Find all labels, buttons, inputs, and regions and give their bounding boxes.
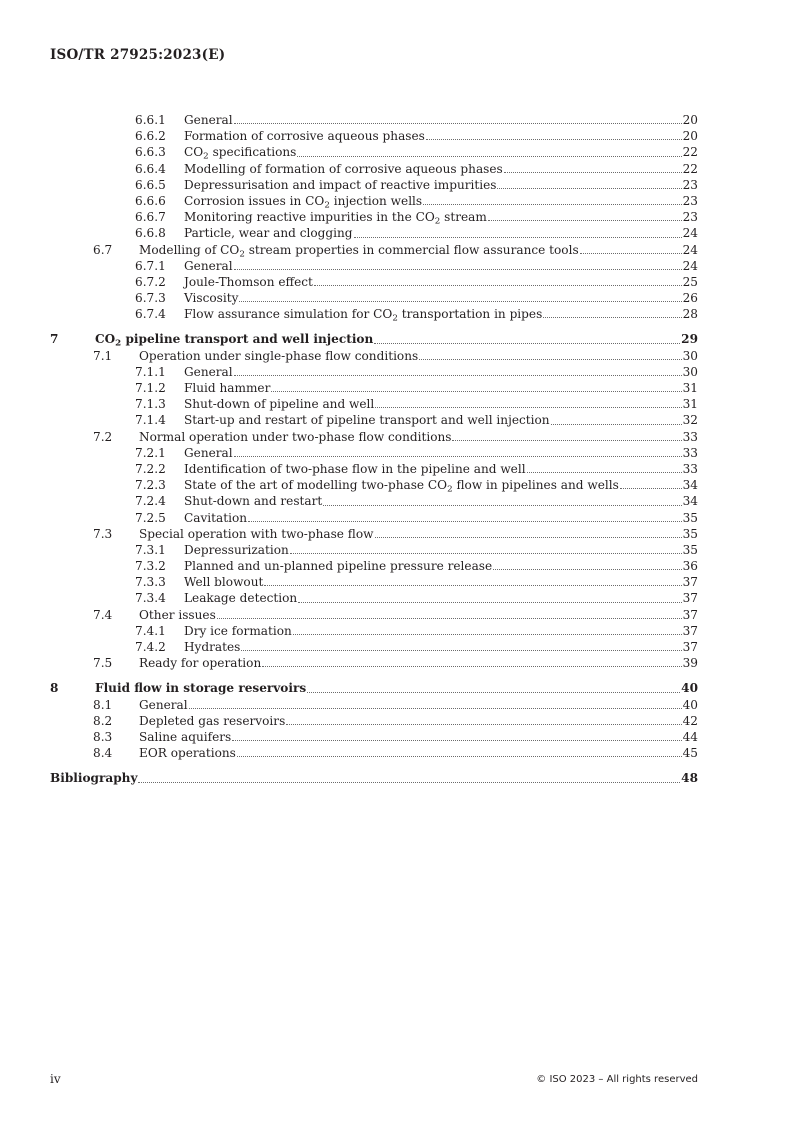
toc-entry-page: 25 <box>682 274 698 289</box>
toc-entry-page: 31 <box>682 381 698 395</box>
toc-entry-number: 8.3 <box>93 729 113 744</box>
toc-entry-page: 42 <box>682 713 698 728</box>
dot-leader <box>232 739 681 741</box>
toc-entry-title: Cavitation <box>184 510 248 525</box>
toc-entry-page: 45 <box>682 746 698 761</box>
toc-entry-title: Operation under single-phase flow conditions <box>139 348 419 363</box>
toc-entry[interactable] <box>50 290 698 306</box>
toc-entry[interactable] <box>50 558 698 574</box>
dot-leader <box>237 755 682 757</box>
toc-entry-title: Bibliography <box>50 771 138 786</box>
toc-entry-number: 8.4 <box>93 746 113 761</box>
toc-entry-number: 7.2.3 <box>135 478 166 493</box>
toc-entry-page: 22 <box>682 145 698 160</box>
toc-entry-title: Formation of corrosive aqueous phases <box>184 129 425 144</box>
toc-entry[interactable] <box>50 209 698 225</box>
toc-entry-number: 6.7.3 <box>135 291 166 306</box>
toc-entry-page: 48 <box>681 771 698 786</box>
dot-leader <box>580 252 682 254</box>
dot-leader <box>488 219 682 221</box>
dot-leader <box>234 122 682 124</box>
toc-entry-page: 31 <box>682 397 698 412</box>
dot-leader <box>497 187 681 189</box>
toc-entry-page: 33 <box>682 461 698 476</box>
toc-entry[interactable] <box>50 258 698 274</box>
toc-entry[interactable] <box>50 574 698 590</box>
toc-entry[interactable] <box>50 331 698 347</box>
toc-entry-title: Fluid flow in storage reservoirs <box>95 681 307 696</box>
toc-entry-number: 6.6.6 <box>135 193 166 208</box>
toc-entry-title: Special operation with two-phase flow <box>139 526 374 541</box>
dot-leader <box>298 601 681 603</box>
toc-entry-number: 6.7 <box>93 242 113 257</box>
toc-entry-page: 26 <box>682 291 698 306</box>
toc-entry[interactable] <box>50 590 698 606</box>
toc-entry[interactable] <box>50 429 698 445</box>
dot-leader <box>323 504 681 506</box>
toc-entry-title: Flow assurance simulation for $CO_2$ transportation in pipes <box>184 307 543 324</box>
toc-entry-number: 7.3 <box>93 526 113 541</box>
toc-entry-title: Planned and un-planned pipeline pressure release <box>184 559 493 574</box>
toc-entry-title: Shut-down and restart <box>184 494 323 509</box>
toc-entry[interactable] <box>50 364 698 380</box>
toc-entry-title: Dry ice formation <box>184 623 292 638</box>
toc-entry-page: 20 <box>682 129 698 144</box>
toc-entry-number: 7.4.2 <box>135 640 166 654</box>
toc-entry-title: Depressurization <box>184 542 289 557</box>
dot-leader <box>307 691 680 693</box>
toc-entry[interactable] <box>50 639 698 655</box>
copyright-notice: © ISO 2023 – All rights reserved <box>536 1074 698 1085</box>
toc-entry-page: 39 <box>682 656 698 671</box>
toc-entry-page: 35 <box>682 542 698 557</box>
toc-entry[interactable] <box>50 623 698 639</box>
toc-entry[interactable] <box>50 306 698 322</box>
toc-entry-title: General <box>184 258 233 273</box>
dot-leader <box>314 284 682 286</box>
dot-leader <box>297 155 681 157</box>
toc-entry[interactable] <box>50 144 698 160</box>
toc-entry-page: 35 <box>682 526 698 541</box>
toc-entry-number: 7.3.1 <box>135 542 166 557</box>
toc-entry-number: 6.7.2 <box>135 274 166 289</box>
toc-entry[interactable] <box>50 745 698 761</box>
toc-entry-title: Leakage detection <box>184 591 298 606</box>
toc-entry-page: 34 <box>682 478 698 493</box>
toc-entry[interactable] <box>50 348 698 364</box>
toc-entry-page: 35 <box>682 510 698 525</box>
toc-entry-title: Other issues <box>139 607 216 622</box>
toc-entry-number: 6.6.7 <box>135 210 166 225</box>
toc-entry-number: 7.1 <box>93 348 113 363</box>
toc-entry-title: Hydrates <box>184 640 241 654</box>
dot-leader <box>452 439 681 441</box>
toc-entry-page: 28 <box>682 307 698 322</box>
toc-entry[interactable] <box>50 177 698 193</box>
toc-entry[interactable] <box>50 412 698 428</box>
toc-entry-title: Viscosity <box>184 291 239 306</box>
toc-entry-number: 7.4 <box>93 607 113 622</box>
toc-entry-title: $CO_2$ pipeline transport and well injection <box>95 332 374 349</box>
toc-entry-title: State of the art of modelling two-phase $CO_2$ flow in pipelines and wells <box>184 478 619 495</box>
page-number: iv <box>50 1072 61 1086</box>
toc-entry[interactable] <box>50 697 698 713</box>
dot-leader <box>354 236 682 238</box>
toc-entry-title: Joule-Thomson effect <box>184 274 313 289</box>
toc-entry-title: Well blowout <box>184 575 264 590</box>
toc-entry[interactable] <box>50 526 698 542</box>
toc-entry-page: 22 <box>682 161 698 176</box>
toc-entry-number: 8 <box>50 681 59 696</box>
toc-entry[interactable] <box>50 477 698 493</box>
toc-entry[interactable] <box>50 161 698 177</box>
toc-entry-title: Modelling of $CO_2$ stream properties in commercial flow assurance tools <box>139 242 579 259</box>
dot-leader <box>234 374 682 376</box>
toc-entry-number: 6.6.3 <box>135 145 166 160</box>
dot-leader <box>234 268 682 270</box>
toc-entry[interactable] <box>50 274 698 290</box>
toc-entry-title: Corrosion issues in $CO_2$ injection wells <box>184 193 423 211</box>
toc-entry-number: 7.1.1 <box>135 364 166 379</box>
dot-leader <box>217 617 682 619</box>
toc-entry-page: 40 <box>682 697 698 712</box>
toc-entry-number: 7 <box>50 332 59 347</box>
toc-entry-page: 34 <box>682 494 698 509</box>
dot-leader <box>375 536 682 538</box>
toc-entry-number: 7.2.5 <box>135 510 166 525</box>
toc-entry-page: 30 <box>682 364 698 379</box>
dot-leader <box>293 633 682 635</box>
dot-leader <box>419 358 681 360</box>
toc-entry-number: 7.3.4 <box>135 591 166 606</box>
dot-leader <box>493 568 681 570</box>
toc-entry-number: 7.2 <box>93 429 113 444</box>
dot-leader <box>189 707 682 709</box>
toc-entry-number: 7.3.3 <box>135 575 166 590</box>
table-of-contents <box>50 112 698 787</box>
dot-leader <box>248 520 682 522</box>
toc-entry-title: EOR operations <box>139 746 236 761</box>
toc-entry[interactable] <box>50 680 698 696</box>
toc-entry-page: 24 <box>682 226 698 241</box>
dot-leader <box>543 316 681 318</box>
toc-entry-page: 30 <box>682 348 698 363</box>
toc-entry-title: Shut-down of pipeline and well <box>184 397 375 412</box>
toc-entry-number: 7.1.4 <box>135 413 166 428</box>
toc-entry-number: 6.6.4 <box>135 161 166 176</box>
toc-entry[interactable] <box>50 510 698 526</box>
toc-entry-title: Ready for operation <box>139 656 262 671</box>
toc-entry-title: Modelling of formation of corrosive aqueous phases <box>184 161 503 176</box>
toc-entry-page: 24 <box>682 242 698 257</box>
document-identifier: ISO/TR 27925:2023(E) <box>50 47 226 63</box>
toc-entry[interactable] <box>50 713 698 729</box>
toc-entry-number: 6.6.8 <box>135 226 166 241</box>
toc-entry[interactable] <box>50 542 698 558</box>
dot-leader <box>241 649 681 651</box>
toc-entry-page: 32 <box>682 413 698 428</box>
toc-entry-page: 23 <box>682 193 698 208</box>
toc-entry[interactable] <box>50 655 698 671</box>
toc-entry-number: 7.2.4 <box>135 494 166 509</box>
dot-leader <box>426 138 682 140</box>
dot-leader <box>504 171 682 173</box>
toc-entry[interactable] <box>50 242 698 258</box>
toc-entry-page: 23 <box>682 210 698 225</box>
toc-entry-title: Start-up and restart of pipeline transport and well injection <box>184 413 550 428</box>
toc-entry-number: 8.1 <box>93 697 113 712</box>
toc-entry-title: General <box>139 697 188 712</box>
toc-entry[interactable] <box>50 128 698 144</box>
dot-leader <box>620 487 682 489</box>
toc-entry[interactable] <box>50 461 698 477</box>
toc-entry-page: 37 <box>682 575 698 590</box>
toc-entry-title: Normal operation under two-phase flow conditions <box>139 429 452 444</box>
toc-entry-title: General <box>184 113 233 127</box>
dot-leader <box>423 203 681 205</box>
dot-leader <box>239 300 681 302</box>
toc-entry-title: Identification of two-phase flow in the pipeline and well <box>184 461 526 476</box>
toc-entry-page: 40 <box>681 681 698 696</box>
toc-entry-number: 6.6.5 <box>135 177 166 192</box>
toc-entry-title: Particle, wear and clogging <box>184 226 353 241</box>
toc-entry-page: 44 <box>682 729 698 744</box>
toc-entry-page: 37 <box>682 623 698 638</box>
toc-entry-number: 7.3.2 <box>135 559 166 574</box>
toc-entry-number: 6.6.2 <box>135 129 166 144</box>
dot-leader <box>286 723 681 725</box>
toc-entry-page: 33 <box>682 445 698 460</box>
dot-leader <box>527 471 682 473</box>
toc-entry-page: 23 <box>682 177 698 192</box>
dot-leader <box>374 342 680 344</box>
toc-entry-title: General <box>184 445 233 460</box>
dot-leader <box>375 406 681 408</box>
toc-entry[interactable] <box>50 607 698 623</box>
toc-entry-page: 37 <box>682 591 698 606</box>
toc-entry-title: Monitoring reactive impurities in the $CO_2$ stream <box>184 210 487 227</box>
toc-entry[interactable] <box>50 380 698 396</box>
toc-entry-title: Saline aquifers <box>139 729 232 744</box>
toc-entry-number: 8.2 <box>93 713 113 728</box>
toc-entry-page: 37 <box>682 640 698 654</box>
toc-entry[interactable] <box>50 493 698 509</box>
toc-entry[interactable] <box>50 770 698 786</box>
dot-leader <box>138 781 680 783</box>
toc-entry-number: 6.7.4 <box>135 307 166 322</box>
toc-entry-number: 7.4.1 <box>135 623 166 638</box>
toc-entry-title: Fluid hammer <box>184 381 271 395</box>
toc-entry-title: Depleted gas reservoirs <box>139 713 286 728</box>
toc-entry-title: Depressurisation and impact of reactive impurities <box>184 177 497 192</box>
toc-entry-number: 7.2.1 <box>135 445 166 460</box>
toc-entry-title: General <box>184 364 233 379</box>
toc-entry-number: 6.6.1 <box>135 113 166 127</box>
dot-leader <box>551 423 682 425</box>
dot-leader <box>290 552 682 554</box>
toc-entry-number: 7.1.3 <box>135 397 166 412</box>
toc-entry-page: 24 <box>682 258 698 273</box>
toc-entry-page: 37 <box>682 607 698 622</box>
toc-entry-page: 33 <box>682 429 698 444</box>
toc-entry[interactable] <box>50 225 698 241</box>
toc-entry-page: 29 <box>681 332 698 347</box>
dot-leader <box>271 390 681 392</box>
toc-entry[interactable] <box>50 396 698 412</box>
toc-entry-number: 7.1.2 <box>135 381 166 395</box>
toc-entry[interactable] <box>50 445 698 461</box>
toc-entry-number: 7.2.2 <box>135 461 166 476</box>
toc-entry-page: 36 <box>682 559 698 574</box>
toc-entry-number: 6.7.1 <box>135 258 166 273</box>
toc-entry[interactable] <box>50 112 698 128</box>
dot-leader <box>264 584 681 586</box>
toc-entry-title: $CO_2$ specifications <box>184 145 297 162</box>
toc-entry[interactable] <box>50 193 698 209</box>
dot-leader <box>262 665 681 667</box>
dot-leader <box>234 455 682 457</box>
toc-entry[interactable] <box>50 729 698 745</box>
toc-entry-page: 20 <box>682 113 698 127</box>
toc-entry-number: 7.5 <box>93 656 113 671</box>
